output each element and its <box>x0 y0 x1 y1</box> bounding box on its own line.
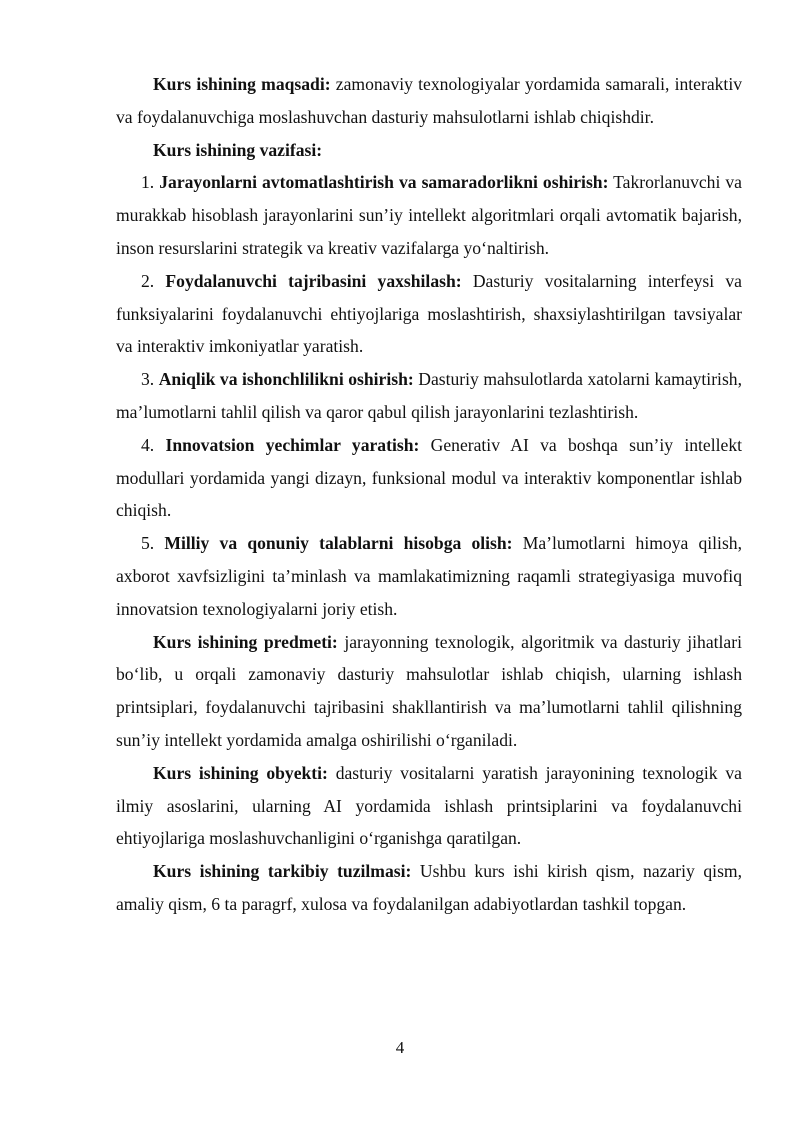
task-text: Ma’lumotlarni himoya qilish, axborot xavfsizligini ta’minlash va mamlakatimizning raqamli strategiyasiga muvofiq innovatsion texnologiyalarni joriy etish. <box>116 533 742 619</box>
task-title: Jarayonlarni avtomatlashtirish va samaradorlikni oshirish: <box>159 172 609 193</box>
task-number: 2. <box>141 270 166 291</box>
task-number: 3. <box>141 369 159 390</box>
task-item-4 <box>116 429 742 527</box>
task-title: Foydalanuvchi tajribasini yaxshilash: <box>165 270 462 291</box>
task-text: Takrorlanuvchi va murakkab hisoblash jarayonlarini sun’iy intellekt algoritmlari orqali avtomatik bajarish, inson resurslarini strategik va kreativ vazifalarga yo‘naltirish. <box>116 172 742 258</box>
task-text: Dasturiy vositalarning interfeysi va funksiyalarini foydalanuvchi ehtiyojlariga moslashtirish, shaxsiylashtirilgan tavsiyalar va interaktiv imkoniyatlar yaratish. <box>116 270 742 357</box>
subject-text: jarayonning texnologik, algoritmik va dasturiy jihatlari bo‘lib, u orqali zamonaviy dasturiy mahsulotlar ishlab chiqish, ularning ishlash printsiplari, foydalanuvchi tajribasini shakllantirish va ma’lumotlarni tahlil qilishning sun’iy intellekt yordamida amalga oshirilishi o‘rganiladi. <box>116 631 742 750</box>
task-number: 4. <box>141 434 166 455</box>
object-text: dasturiy vositalarni yaratish jarayonining texnologik va ilmiy asoslarini, ularning AI yordamida ishlash printsiplarini va foydalanuvchi ehtiyojlariga moslashuvchanligini o‘rganishga qaratilgan. <box>116 762 742 849</box>
object-heading: Kurs ishining obyekti: <box>153 762 328 783</box>
object-paragraph <box>116 757 742 855</box>
subject-heading: Kurs ishining predmeti: <box>153 631 338 652</box>
structure-paragraph <box>116 855 742 921</box>
task-title: Aniqlik va ishonchlilikni oshirish: <box>158 369 414 390</box>
task-item-1 <box>116 166 742 264</box>
structure-heading: Kurs ishining tarkibiy tuzilmasi: <box>153 861 412 882</box>
task-item-3 <box>116 363 742 429</box>
goal-heading: Kurs ishining maqsadi: <box>153 74 331 94</box>
page-number: 4 <box>395 1038 405 1057</box>
tasks-heading-paragraph <box>116 134 742 167</box>
task-number: 1. <box>141 172 160 193</box>
task-item-5 <box>116 527 742 625</box>
task-title: Innovatsion yechimlar yaratish: <box>165 434 420 455</box>
subject-paragraph <box>116 626 742 757</box>
tasks-heading: Kurs ishining vazifasi: <box>153 139 323 160</box>
task-number: 5. <box>141 533 165 554</box>
structure-text: Ushbu kurs ishi kirish qism, nazariy qism, amaliy qism, 6 ta paragrf, xulosa va foydalanilgan adabiyotlardan tashkil topgan. <box>116 861 742 914</box>
task-title: Milliy va qonuniy talablarni hisobga olish: <box>164 533 513 554</box>
task-item-2 <box>116 265 742 363</box>
goal-text: zamonaviy texnologiyalar yordamida samarali, interaktiv va foydalanuvchiga moslashuvchan dasturiy mahsulotlarni ishlab chiqishdir. <box>116 74 743 127</box>
goal-paragraph <box>116 68 742 134</box>
task-text: Generativ AI va boshqa sun’iy intellekt modullari yordamida yangi dizayn, funksional modul va interaktiv komponentlar ishlab chiqish. <box>116 434 743 521</box>
task-text: Dasturiy mahsulotlarda xatolarni kamaytirish, ma’lumotlarni tahlil qilish va qaror qabul qilish jarayonlarini tezlashtirish. <box>116 369 742 422</box>
